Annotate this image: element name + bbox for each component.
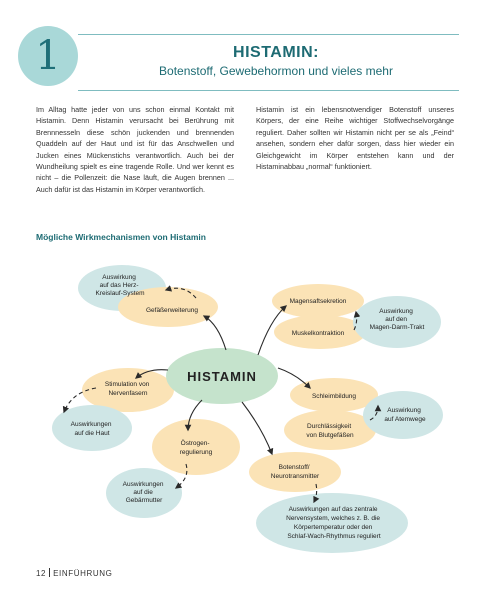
- label-atem-2: auf Atemwege: [384, 416, 426, 423]
- arrow-center-gefaess: [204, 316, 226, 350]
- label-muskel: Muskelkontraktion: [291, 330, 345, 337]
- label-magen-2: auf den: [385, 316, 407, 323]
- label-zns-1: Auswirkungen auf das zentrale: [288, 506, 378, 513]
- header-rule-bottom: [78, 90, 459, 91]
- label-magen-1: Auswirkung: [379, 308, 413, 315]
- label-gebaer-1: Auswirkungen: [122, 481, 164, 488]
- label-haut-2: auf die Haut: [74, 430, 110, 437]
- blob-atem: [363, 391, 443, 439]
- arrow-center-boten: [242, 402, 272, 454]
- label-gefaess: Gefäßerweiterung: [145, 307, 199, 314]
- label-zns-2: Nervensystem, welches z. B. die: [286, 515, 381, 522]
- label-nerv-2: Nervenfasern: [108, 390, 148, 397]
- center-label: HISTAMIN: [187, 369, 257, 384]
- label-gebaer-3: Gebärmutter: [125, 497, 163, 504]
- page-title: HISTAMIN:: [233, 44, 319, 61]
- label-schleim: Schleimbildung: [311, 393, 357, 400]
- footer-section: EINFÜHRUNG: [53, 569, 113, 578]
- header-rule-top: [78, 34, 459, 35]
- label-zns-3: Körpertemperatur oder den: [293, 524, 373, 531]
- label-herz-1: Auswirkung: [102, 274, 136, 281]
- label-durch-1: Durchlässigkeit: [307, 423, 352, 430]
- page-footer: [36, 568, 112, 578]
- section-heading: Mögliche Wirkmechanismen von Histamin: [36, 232, 206, 242]
- label-zns-4: Schlaf-Wach-Rhythmus reguliert: [287, 533, 381, 540]
- label-durch-2: von Blutgefäßen: [306, 432, 354, 439]
- label-nerv-1: Stimulation von: [104, 381, 150, 388]
- blob-durch: [284, 410, 376, 450]
- label-herz-3: Kreislauf-System: [95, 290, 145, 297]
- label-haut-1: Auswirkungen: [70, 421, 112, 428]
- blob-zns: [256, 493, 408, 553]
- blob-oestro: [152, 419, 240, 475]
- label-herz-2: auf das Herz-: [99, 282, 139, 289]
- label-atem-1: Auswirkung: [387, 407, 421, 414]
- blob-haut: [52, 405, 132, 451]
- blob-boten: [249, 452, 341, 492]
- label-gebaer-2: auf die: [133, 489, 153, 496]
- page-number: 12: [36, 569, 47, 578]
- chapter-number: 1: [35, 33, 61, 79]
- footer-separator: [49, 568, 50, 577]
- page-subtitle: Botenstoff, Gewebehormon und vieles mehr: [159, 64, 393, 78]
- label-oestro-1: Östrogen-: [180, 440, 210, 447]
- histamine-mechanism-diagram: [0, 250, 479, 560]
- label-magen-3: Magen-Darm-Trakt: [369, 324, 425, 331]
- label-herz: [95, 274, 144, 297]
- label-oestro-2: regulierung: [179, 449, 213, 456]
- label-boten-2: Neurotransmitter: [270, 473, 320, 480]
- label-boten-1: Botenstoff/: [278, 464, 310, 471]
- intro-paragraph-right: Histamin ist ein lebensnotwendiger Botenstoff unseres Körpers, der eine Reihe wichtiger Stoffwechselvorgänge reguliert. Daher sollten wir Histamin nicht per se als „Feind“ ansehen, sondern eher dafür sorgen, dass hier wieder ein Gleichgewicht im Körper entstehen kann und der Histaminabbau „normal“ funktioniert.: [256, 105, 454, 172]
- chapter-number-badge: [18, 26, 78, 86]
- intro-paragraph-left: Im Alltag hatte jeder von uns schon einmal Kontakt mit Histamin. Denn Histamin verursacht bei Berührung mit Brennnesseln diese schön juckenden und brennenden Quaddeln auf der Haut und ist für das Anschwellen und Jucken eines Mückenstichs verantwortlich. Auch bei der Wundheilung spielt es eine tragende Rolle. Und wer kennt es nicht – die Pollenzeit: die Nase läuft, die Augen brennen ... Auch dafür ist das Histamin im Körper verantwortlich.: [36, 105, 234, 194]
- label-magensaft: Magensaftsekretion: [289, 298, 347, 305]
